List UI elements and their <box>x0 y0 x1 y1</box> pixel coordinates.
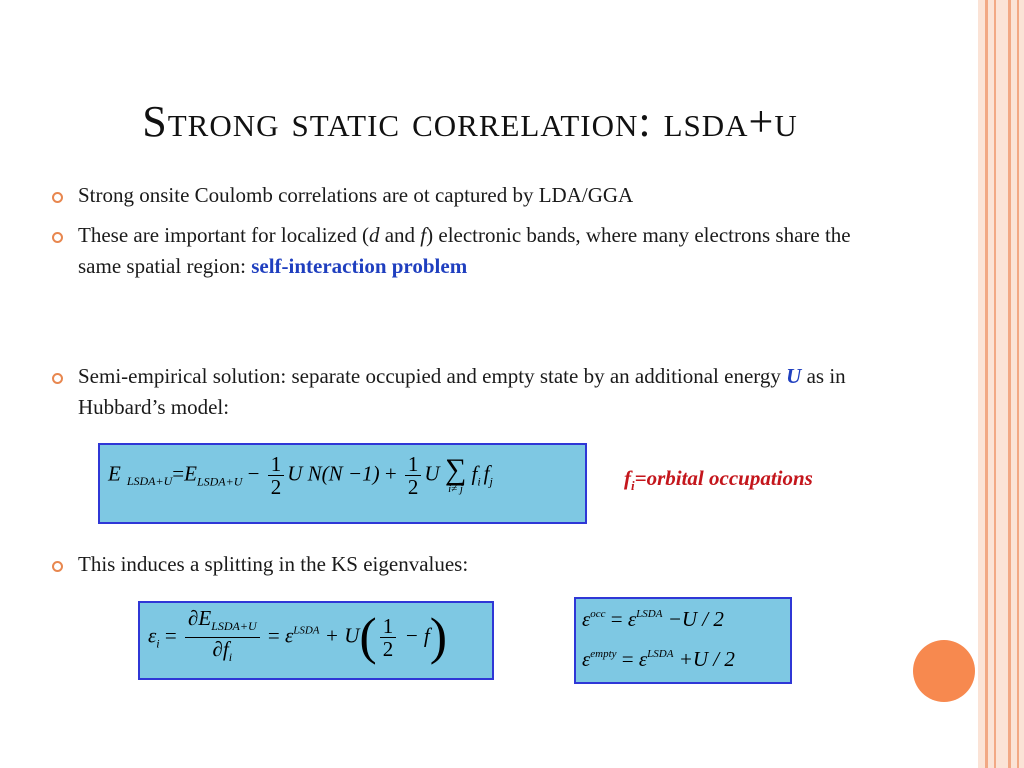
bullet-marker <box>52 561 63 572</box>
bullet-3: Semi-empirical solution: separate occupied and empty state by an additional energy U as in Hubbard’s model: <box>78 364 846 419</box>
self-interaction-highlight: self-interaction problem <box>251 254 468 278</box>
right-stripe-1 <box>985 0 988 768</box>
right-stripe-4 <box>1017 0 1019 768</box>
right-stripe-3 <box>1008 0 1011 768</box>
bullet-marker <box>52 192 63 203</box>
slide-title: Strong static correlation: lsda+u <box>142 97 798 146</box>
orbital-occupations-note: $f_i=orbital$ occupations <box>624 466 813 493</box>
right-stripe-2 <box>994 0 996 768</box>
hubbard-energy-equation: E $_{LSDA+U}=E_{LSDA+U}$ − $\frac{1}{2}$ U N(N −1) + $\frac{1}{2}$ U ∑ i≠ j $f_i$ $f_j$ <box>98 443 587 524</box>
eigenvalue-splitting-equations: $\varepsilon^{occ} = \varepsilon^{LSDA} -U / 2$ $\varepsilon^{empty} = \varepsilon^{LSDA} +U / 2$ <box>574 597 792 684</box>
bullet-marker <box>52 232 63 243</box>
bullet-2: These are important for localized (d and f) electronic bands, where many electrons share the same spatial region: self-interaction problem <box>78 223 851 278</box>
ks-eigenvalue-equation: $\varepsilon_i$ = $\frac{\partial E_{LSDA+U}}{\partial f_i}$ = $\varepsilon^{LSDA} + U$( $\frac{1}{2}$ − f) <box>138 601 494 680</box>
decorative-circle <box>913 640 975 702</box>
bullet-4: This induces a splitting in the KS eigenvalues: <box>78 552 469 576</box>
bullet-marker <box>52 373 63 384</box>
bullet-1: Strong onsite Coulomb correlations are ot captured by LDA/GGA <box>78 183 634 207</box>
